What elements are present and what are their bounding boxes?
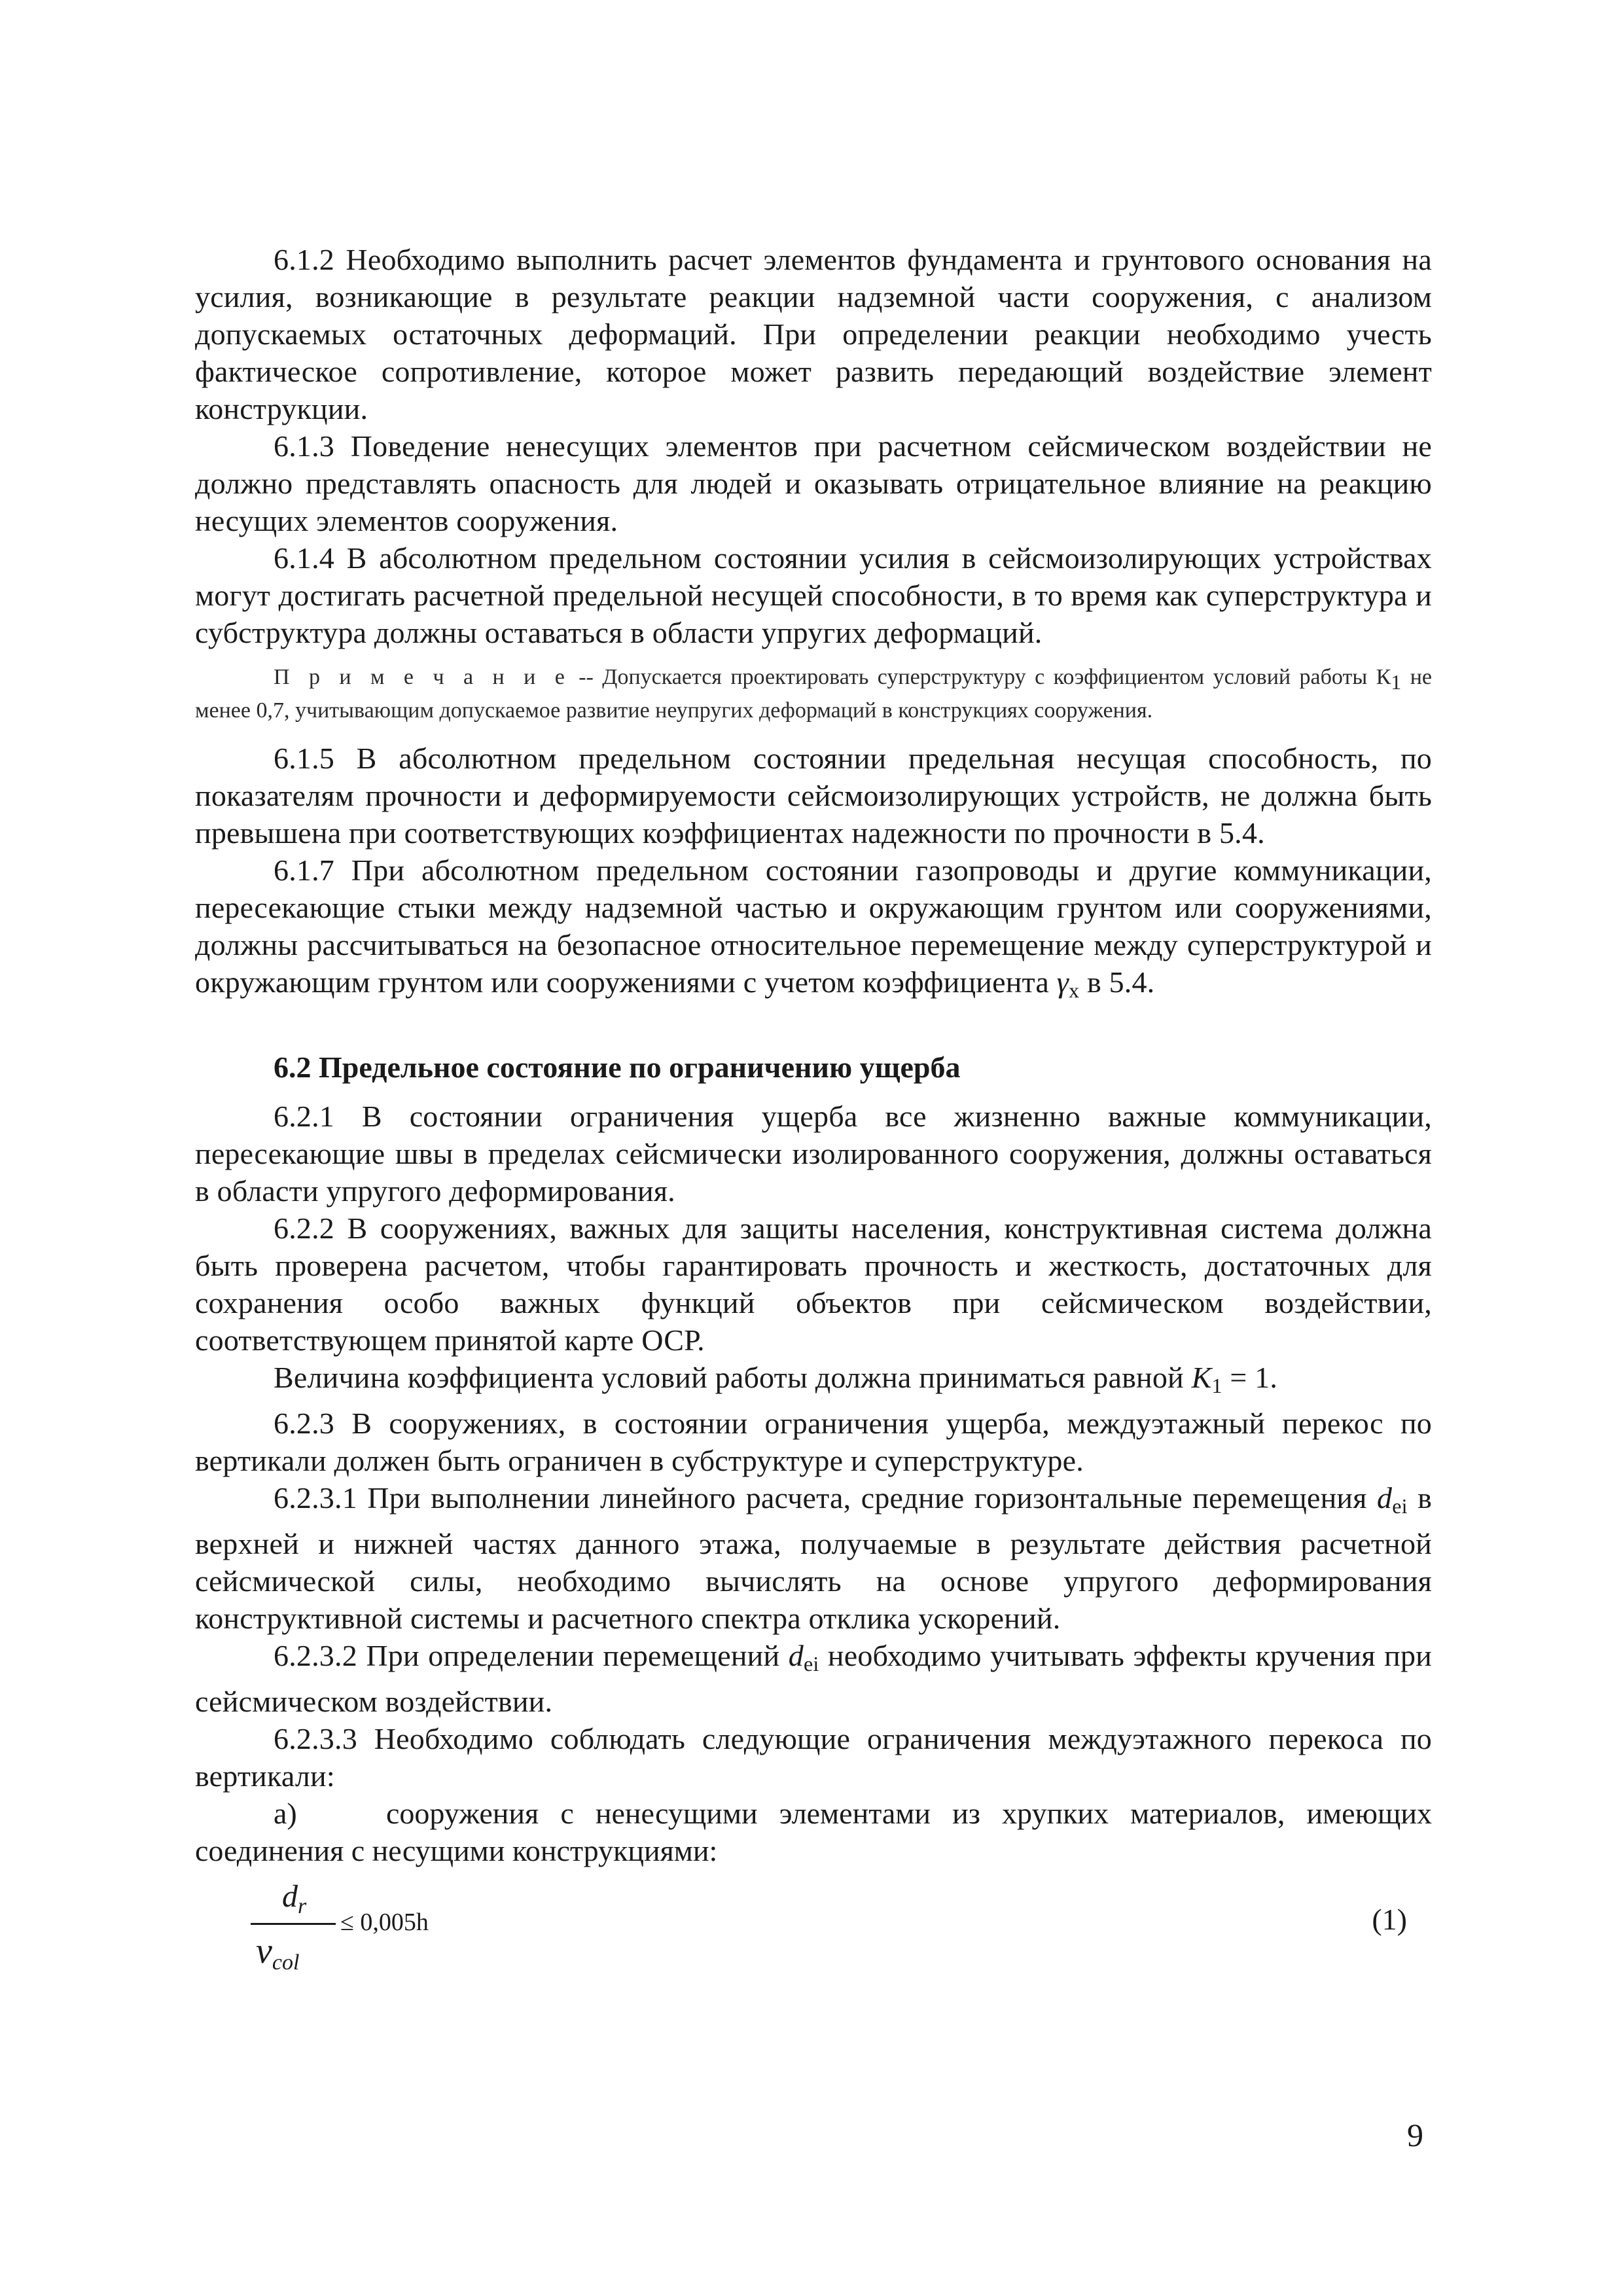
paragraph-6-1-3: 6.1.3 Поведение ненесущих элементов при расчетном сейсмическом воздействии не должно представлять опасность для людей и оказывать отрицательное влияние на реакцию несущих элементов сооружения. <box>195 429 1432 537</box>
paragraph-6-2-3-3: 6.2.3.3 Необходимо соблюдать следующие ограничения междуэтажного перекоса по вертикали: <box>195 1722 1432 1793</box>
formula-numerator <box>282 1877 306 1926</box>
page-number: 9 <box>1407 2117 1423 2153</box>
list-marker-a: а) <box>274 1797 297 1830</box>
gamma-symbol: γ <box>1056 965 1069 999</box>
k-symbol: K <box>1191 1361 1212 1394</box>
d-symbol-2: d <box>788 1639 804 1672</box>
section-heading-6-2: 6.2 Предельное состояние по ограничению ущерба <box>274 1050 961 1084</box>
k1-text-b: = 1. <box>1222 1361 1278 1394</box>
k-sub: 1 <box>1211 1374 1222 1397</box>
paragraph-k1 <box>195 1359 1432 1405</box>
d-sub-2: ei <box>803 1652 819 1676</box>
denominator-var: v <box>256 1931 272 1971</box>
p6231-text-a: 6.2.3.1 При выполнении линейного расчета, средние горизонтальные перемещения <box>274 1481 1377 1515</box>
paragraph-6-2-3: 6.2.3 В сооружениях, в состоянии ограничения ущерба, междуэтажный перекос по вертикали должен быть ограничен в субструктуре и суперструктуре. <box>195 1407 1432 1477</box>
formula-rhs: ≤ 0,005h <box>340 1909 429 1936</box>
paragraph-6-2-2: 6.2.2 В сооружениях, важных для защиты населения, конструктивная система должна быть проверена расчетом, чтобы гарантировать прочность и жесткость, достаточных для сохранения особо важных функций объектов при сейсмическом воздействии, соответствующем принятой карте ОСР. <box>195 1211 1432 1357</box>
p617-text-b: в 5.4. <box>1079 965 1155 999</box>
formula-fraction <box>251 1877 336 1988</box>
note <box>195 663 1432 725</box>
equation-number: (1) <box>1372 1903 1407 1936</box>
formula-1 <box>195 1877 1432 1988</box>
paragraph-6-1-2: 6.1.2 Необходимо выполнить расчет элементов фундамента и грунтового основания на усилия, возникающие в результате реакции надземной части сооружения, с анализом допускаемых остаточных деформаций. При определении реакции необходимо учесть фактическое сопротивление, которое может развить передающий воздействие элемент конструкции. <box>195 243 1432 425</box>
page-body <box>195 241 1432 1988</box>
list-item-a-text: сооружения с ненесущими элементами из хрупких материалов, имеющих соединения с несущими конструкциями: <box>195 1797 1432 1867</box>
list-item-a <box>195 1795 1432 1869</box>
paragraph-6-1-7 <box>195 852 1432 1009</box>
numerator-var: d <box>282 1879 298 1914</box>
paragraph-6-1-5: 6.1.5 В абсолютном предельном состоянии предельная несущая способность, по показателям прочности и деформируемости сейсмоизолирующих устройств, не должна быть превышена при соответствующих коэффициентах надежности по прочности в 5.4. <box>195 742 1432 850</box>
note-text-a: -- Допускается проектировать суперструктуру с коэффициентом условий работы К <box>569 665 1391 689</box>
gamma-sub: x <box>1069 978 1080 1002</box>
p6231-text-b: в верхней и нижней частях данного этажа, получаемые в результате действия расчетной сейсмической силы, необходимо вычислять на основе упругого деформирования конструктивной системы и расчетного спектра отклика ускорений. <box>195 1481 1433 1635</box>
p6232-text-a: 6.2.3.2 При определении перемещений <box>274 1639 789 1672</box>
note-text-b: не менее 0,7, учитывающим допускаемое развитие неупругих деформаций в конструкциях сооружения. <box>195 665 1432 723</box>
note-label: П р и м е ч а н и е <box>274 665 570 689</box>
d-symbol: d <box>1377 1481 1393 1515</box>
numerator-sub: r <box>298 1894 307 1918</box>
formula-denominator <box>256 1928 299 1986</box>
p6232-text-b: необходимо учитывать эффекты кручения при сейсмическом воздействии. <box>195 1639 1432 1718</box>
p617-text-a: 6.1.7 При абсолютном предельном состоянии газопроводы и другие коммуникации, пересекающие стыки между надземной частью и окружающим грунтом или сооружениями, должны рассчитываться на безопасное относительное перемещение между суперструктурой и окружающим грунтом или сооружениями с учетом коэффициента <box>195 853 1432 999</box>
denominator-sub: col <box>272 1950 300 1975</box>
note-sub: 1 <box>1391 670 1402 694</box>
fraction-bar <box>251 1923 336 1925</box>
paragraph-6-1-4: 6.1.4 В абсолютном предельном состоянии усилия в сейсмоизолирующих устройствах могут достигать расчетной предельной несущей способности, в то время как суперструктура и субструктура должны оставаться в области упругих деформаций. <box>195 541 1432 649</box>
paragraph-6-2-3-2 <box>195 1637 1432 1720</box>
k1-text-a: Величина коэффициента условий работы должна приниматься равной <box>274 1361 1192 1394</box>
d-sub: ei <box>1392 1494 1408 1518</box>
paragraph-6-2-3-1 <box>195 1479 1432 1637</box>
paragraph-6-2-1: 6.2.1 В состоянии ограничения ущерба все жизненно важные коммуникации, пересекающие швы в пределах сейсмически изолированного сооружения, должны оставаться в области упругого деформирования. <box>195 1100 1432 1208</box>
